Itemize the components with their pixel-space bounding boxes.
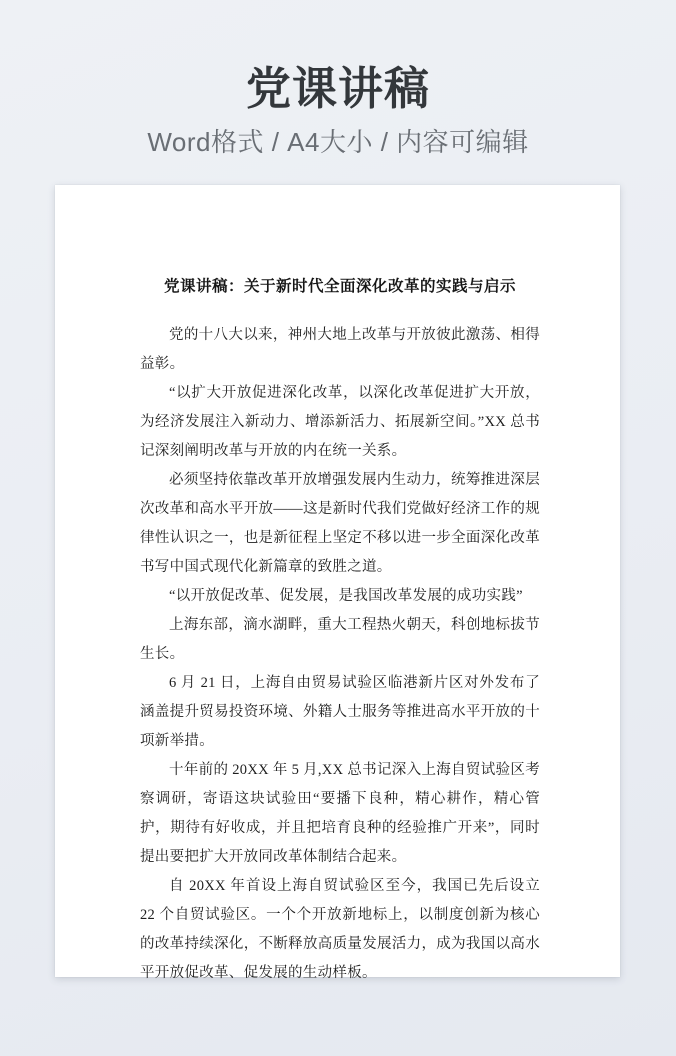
doc-paragraph: 必须坚持依靠改革开放增强发展内生动力，统筹推进深层次改革和高水平开放——这是新时代我们党做好经济工作的规律性认识之一，也是新征程上坚定不移以进一步全面深化改革书写中国式现代化新篇章的致胜之道。 bbox=[140, 472, 540, 575]
doc-paragraph: 十年前的 20XX 年 5 月,XX 总书记深入上海自贸试验区考察调研，寄语这块试验田“要播下良种，精心耕作，精心管护，期待有好收成，并且把培育良种的经验推广开来”，同时提出要把扩大开放同改革体制结合起来。 bbox=[140, 762, 540, 865]
promo-header bbox=[0, 0, 676, 158]
template-title: 党课讲稿 bbox=[245, 63, 430, 114]
doc-paragraph: 上海东部，滴水湖畔，重大工程热火朝天，科创地标拔节生长。 bbox=[140, 617, 540, 662]
document-body bbox=[140, 321, 540, 988]
document-page-preview bbox=[55, 185, 620, 981]
doc-paragraph: 党的十八大以来，神州大地上改革与开放彼此激荡、相得益彰。 bbox=[140, 327, 540, 372]
doc-paragraph: “以扩大开放促进深化改革，以深化改革促进扩大开放，为经济发展注入新动力、增添新活力、拓展新空间。”XX 总书记深刻阐明改革与开放的内在统一关系。 bbox=[140, 385, 540, 459]
template-format-subtitle: Word格式 / A4大小 / 内容可编辑 bbox=[147, 127, 529, 157]
doc-paragraph: 自 20XX 年首设上海自贸试验区至今，我国已先后设立 22 个自贸试验区。一个个开放新地标上，以制度创新为核心的改革持续深化，不断释放高质量发展活力，成为我国以高水平开放促改革、促发展的生动样板。 bbox=[140, 878, 540, 981]
doc-paragraph: “以开放促改革、促发展，是我国改革发展的成功实践” bbox=[169, 588, 523, 604]
document-title: 党课讲稿：关于新时代全面深化改革的实践与启示 bbox=[163, 278, 516, 295]
doc-paragraph: 6 月 21 日，上海自由贸易试验区临港新片区对外发布了涵盖提升贸易投资环境、外籍人士服务等推进高水平开放的十项新举措。 bbox=[140, 675, 540, 749]
